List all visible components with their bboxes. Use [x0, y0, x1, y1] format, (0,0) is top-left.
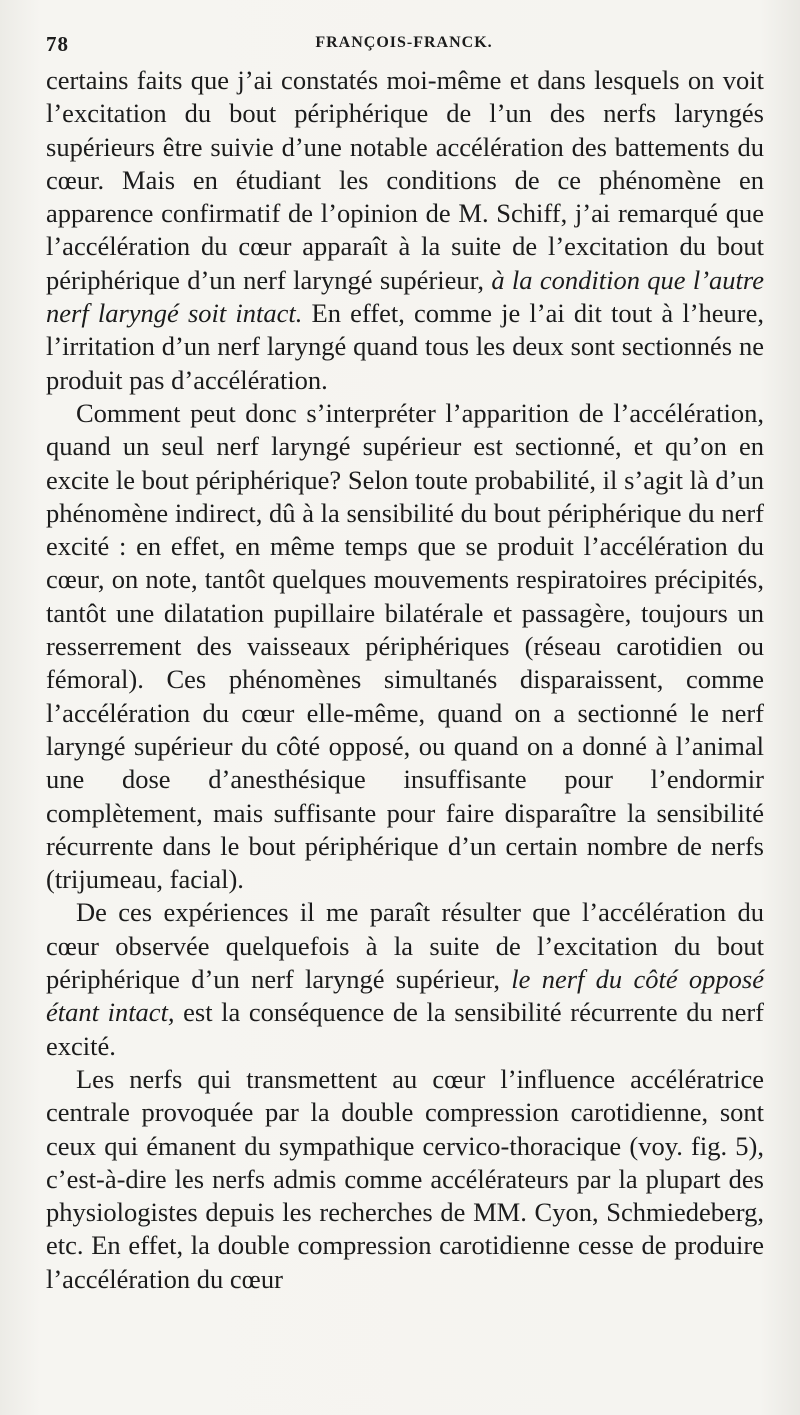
paragraph-p1 — [46, 64, 764, 397]
paragraph-p4 — [46, 1063, 764, 1296]
italic-text: à la condition que l’autre nerf laryngé soit intact. — [46, 264, 764, 329]
italic-text: le nerf du côté opposé étant intact, — [46, 964, 764, 1028]
paragraph-text: De ces expériences il me paraît résulter que l’accélération du cœur observée quelquefois à la suite de l’excitation du bout périphérique d’un nerf laryngé supérieur, — [46, 897, 764, 995]
paragraph-text: certains faits que j’ai constatés moi-même et dans lesquels on voit l’excitation du bout périphérique de l’un des nerfs laryngés supérieurs être suivie d’une notable accélération des battements du cœur. Mais en étudiant les conditions de ce phénomène en apparence confirmatif de l’opinion de M. Schiff, j’ai remarqué que l’accélération du cœur apparaît à la suite de l’excitation du bout périphérique d’un nerf laryngé supérieur, — [46, 65, 764, 295]
paragraph-text: est la conséquence de la sensibilité récurrente du nerf excité. — [46, 997, 764, 1061]
body-text — [46, 64, 764, 1296]
paragraph-text: En effet, comme je l’ai dit tout à l’heure, l’irritation d’un nerf laryngé quand tous les deux sont sectionnés ne produit pas d’accélération. — [46, 298, 764, 395]
paragraph-p3 — [46, 896, 764, 1062]
running-head: FRANÇOIS-FRANCK. — [315, 34, 493, 51]
paragraph-text: Comment peut donc s’interpréter l’apparition de l’accélération, quand un seul nerf laryngé supérieur est sectionné, et qu’on en excite le bout périphérique? Selon toute probabilité, il s’agit là d’un phénomène indirect, dû à la sensibilité du bout périphérique du nerf excité : en effet, en même temps que se produit l’accélération du cœur, on note, tantôt quelques mouvements respiratoires précipités, tantôt une dilatation pupillaire bilatérale et passagère, toujours un resserrement des vaisseaux périphériques (réseau carotidien ou fémoral). Ces phénomènes simultanés disparaissent, comme l’accélération du cœur elle-même, quand on a sectionné le nerf laryngé supérieur du côté opposé, ou quand on a donné à l’animal une dose d’anesthésique insuffisante pour l’endormir complètement, mais suffisante pour faire disparaître la sensibilité récurrente dans le bout périphérique d’un certain nombre de nerfs (trijumeau, facial). — [46, 397, 764, 895]
paragraph-text: Les nerfs qui transmettent au cœur l’influence accélératrice centrale provoquée par la double compression carotidienne, sont ceux qui émanent du sympathique cervico-thoracique (voy. fig. 5), c’est-à-dire les nerfs admis comme accélérateurs par la plupart des physiologistes depuis les recherches de MM. Cyon, Schmiedeberg, etc. En effet, la double compression carotidienne cesse de produire l’accélération du cœur — [46, 1063, 764, 1294]
page-number: 78 — [46, 32, 69, 56]
paragraph-p2 — [46, 397, 764, 896]
page-header — [46, 32, 762, 62]
